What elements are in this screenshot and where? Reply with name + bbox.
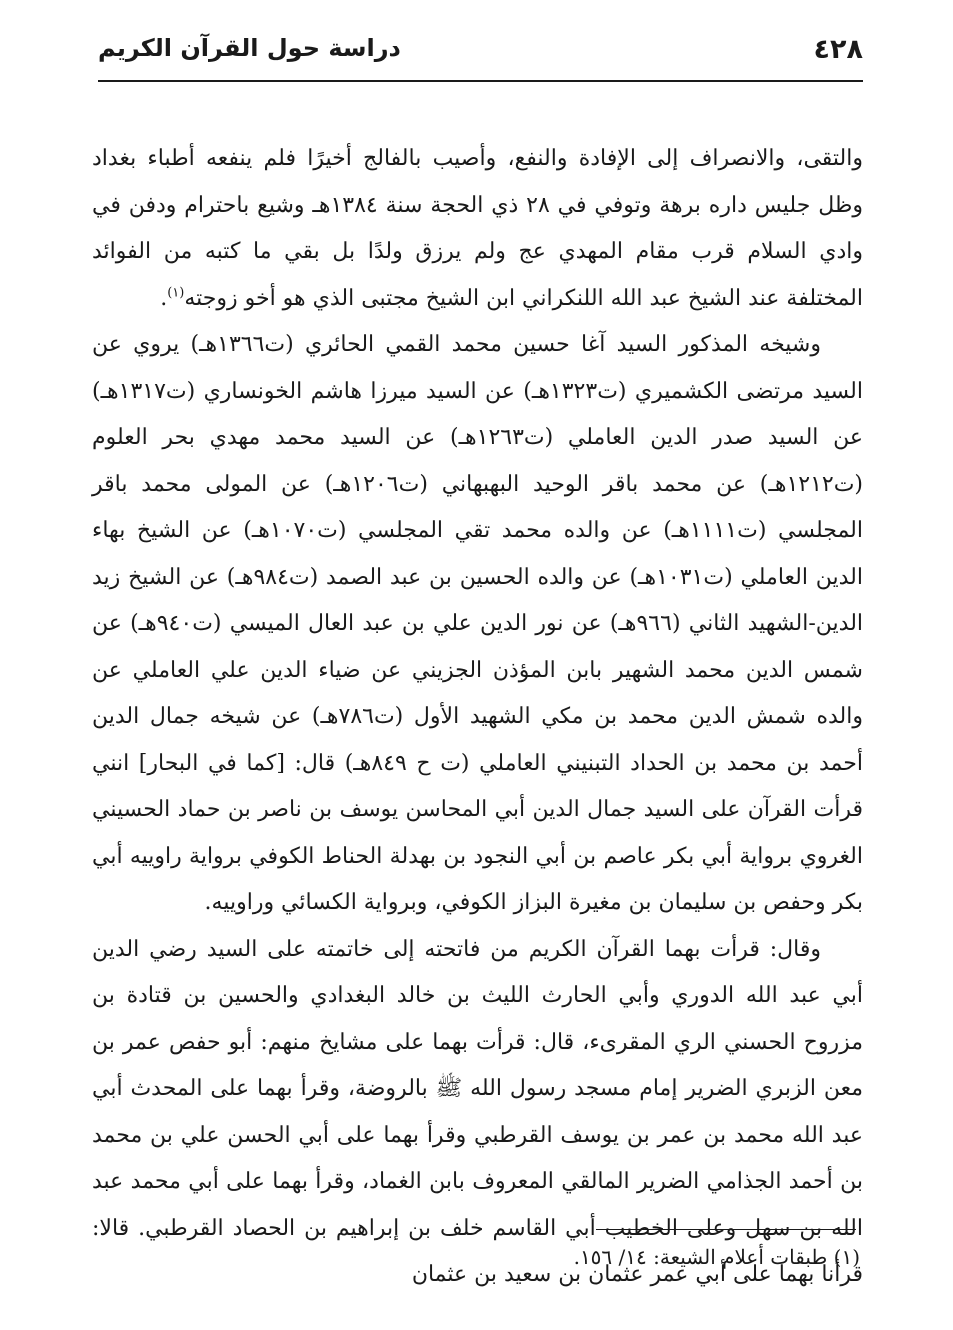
paragraph-1-text: والتقى، والانصراف إلى الإفادة والنفع، وأصيب بالفالج أخيرًا فلم ينفعه أطباء بغداد وظل جليس داره برهة وتوفي في ٢٨ ذي الحجة سنة ١٣٨٤هـ وشيع باحترام ودفن في وادي السلام قرب مقام المهدي عج ولم يرزق ولدًا بل بقي ما كتبه من الفوائد المختلفة عند الشيخ عبد الله اللنكراني ابن الشيخ مجتبى الذي هو أخو زوجته: [92, 146, 863, 311]
page-number: ٤٢٨: [813, 34, 863, 65]
paragraph-1: [92, 136, 863, 322]
paragraph-2-text: وشيخه المذكور السيد آغا حسين محمد القمي الحائري (ت١٣٦٦هـ) يروي عن السيد مرتضى الكشميري (ت١٣٢٣هـ) عن السيد ميرزا هاشم الخونساري (ت١٣١٧هـ) عن السيد صدر الدين العاملي (ت١٢٦٣هـ) عن السيد محمد مهدي بحر العلوم (ت١٢١٢هـ) عن محمد باقر الوحيد البهبهاني (ت١٢٠٦هـ) عن المولى محمد باقر المجلسي (ت١١١١هـ) عن والده محمد تقي المجلسي (ت١٠٧٠هـ) عن الشيخ بهاء الدين العاملي (ت١٠٣١هـ) عن والده الحسين بن عبد الصمد (ت٩٨٤هـ) عن الشيخ زيد الدين-الشهيد الثاني (٩٦٦هـ) عن نور الدين علي بن عبد العال الميسي (ت٩٤٠هـ) عن شمس الدين محمد الشهير بابن المؤذن الجزيني عن ضياء الدين علي العاملي عن والده شمش الدين محمد بن مكي الشهيد الأول (ت٧٨٦هـ) عن شيخه جمال الدين أحمد بن محمد بن الحداد التبنيني العاملي (ت ح ٨٤٩هـ) قال: [كما في البحار] انني قرأت القرآن على السيد جمال الدين أبي المحاسن يوسف بن ناصر بن حماد الحسيني الغروي برواية أبي بكر عاصم بن أبي النجود بن بهدلة الحناط الكوفي برواية راوييه أبي بكر وحفص بن سليمان بن مغيرة البزاز الكوفي، وبرواية الكسائي وراوييه.: [92, 332, 864, 915]
main-text: [92, 136, 863, 1299]
page-header: [98, 30, 863, 76]
paragraph-2: [92, 322, 863, 927]
footnote-divider: [596, 1229, 856, 1230]
footnote-reference[interactable]: (١): [167, 285, 185, 301]
running-title: دراسة حول القرآن الكريم: [98, 34, 401, 62]
paragraph-1-tail: .: [160, 285, 168, 311]
footnote: (١) طبقات أعلام الشيعة: ١٤/ ١٥٦.: [573, 1245, 860, 1269]
paragraph-3-text: وقال: قرأت بهما القرآن الكريم من فاتحته إلى خاتمته على السيد رضي الدين أبي عبد الله الدوري وأبي الحارث الليث بن خالد البغدادي والحسين بن قتادة بن مزروح الحسني الري المقرىء، قال: قرأت بهما على مشايخ منهم: أبو حفص عمر بن معن الزبري الضرير إمام مسجد رسول الله ﷺ بالروضة، وقرأ بهما على المحدث أبي عبد الله محمد بن عمر بن يوسف القرطبي وقرأ بهما على أبي الحسن علي بن محمد بن أحمد الجذامي الضرير المالقي المعروف بابن الغماد، وقرأ بهما على أبي محمد عبد الله بن سهل وعلى الخطيب أبي القاسم خلف بن إبراهيم بن الحصاد القرطبي. قالا: قرأنا بهما على أبي عمر عثمان بن سعيد بن عثمان: [92, 936, 863, 1287]
header-divider: [98, 80, 863, 82]
